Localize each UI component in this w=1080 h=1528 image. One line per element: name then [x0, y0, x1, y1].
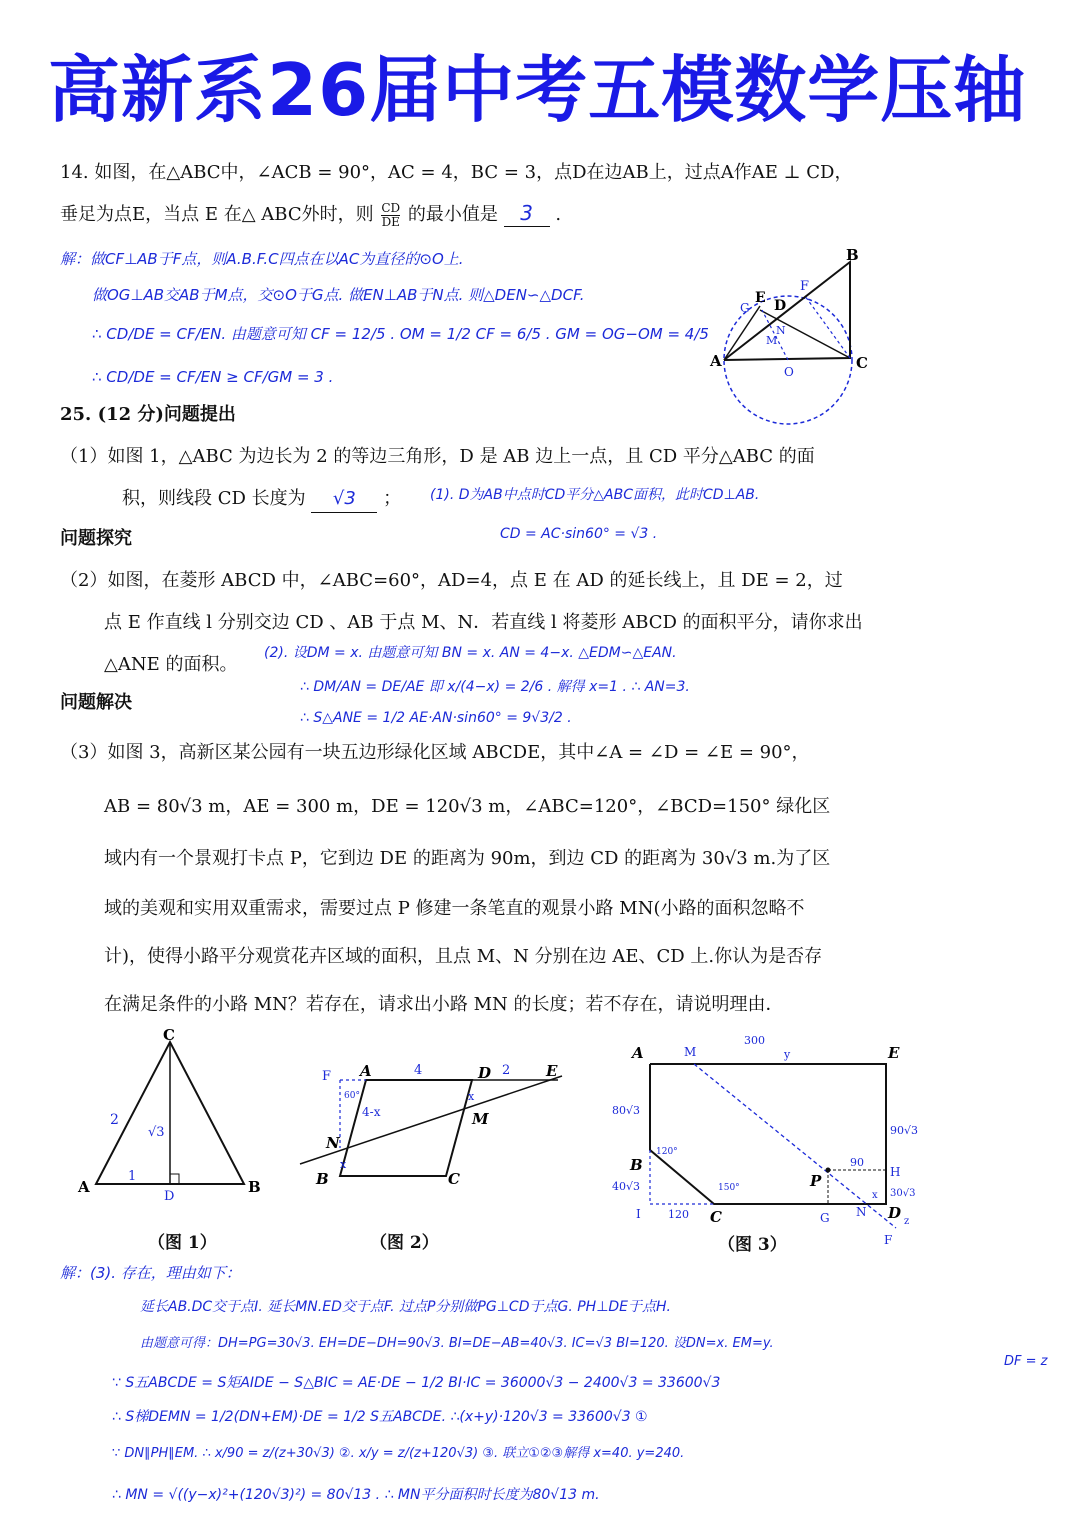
- q25-p3-sol-4: ∵ S五ABCDE = S矩AIDE − S△BIC = AE·DE − 1/2 BI·IC = 36000√3 − 2400√3 = 33600√3: [112, 1375, 721, 1391]
- fig3-label-e: E: [888, 1044, 900, 1062]
- fig2-ad: 4: [414, 1063, 423, 1078]
- fig3-label-m: M: [684, 1045, 697, 1059]
- q14-label-f: F: [800, 279, 810, 294]
- figure-3: [604, 1030, 934, 1250]
- q25-p3-line6: 在满足条件的小路 MN？若存在，请求出小路 MN 的长度；若不存在，请说明理由．: [104, 994, 784, 1015]
- q25-p1-line1: （1）如图 1，△ABC 为边长为 2 的等边三角形，D 是 AB 边上一点，且 CD 平分△ABC 的面: [60, 446, 815, 467]
- q14-answer: 3: [504, 200, 550, 227]
- fig3-pentagon: [650, 1064, 886, 1204]
- fig3-label-b: B: [630, 1156, 643, 1174]
- q14-label-n: N: [776, 324, 786, 337]
- fig3-label-c: C: [710, 1208, 722, 1226]
- fig2-label-m: M: [472, 1110, 489, 1128]
- caption-fig2: （图 2）: [370, 1233, 439, 1253]
- fig2-label-a: A: [360, 1062, 372, 1080]
- q14-label-e: E: [755, 290, 766, 306]
- q14-frac-den: DE: [381, 214, 400, 229]
- q25-p2-line3: △ANE 的面积。: [104, 654, 238, 675]
- fig2-x2: x: [340, 1158, 347, 1171]
- q14-frac-num: CD: [381, 200, 401, 215]
- fig1-label-d: D: [164, 1189, 175, 1204]
- q25-p2-sol-1: (2). 设DM = x. 由题意可知 BN = x. AN = 4−x. △EDM∽△EAN.: [264, 645, 677, 661]
- fig3-top: 300: [744, 1034, 765, 1047]
- q14-sol-4: ∴ CD/DE = CF/EN ≥ CF/GM = 3 .: [92, 368, 334, 386]
- fig1-half: 1: [128, 1169, 137, 1184]
- q14-label-c: C: [856, 354, 868, 372]
- q25-sec3: 问题解决: [60, 692, 132, 713]
- fig2-label-c: C: [448, 1170, 460, 1188]
- fig2-de: 2: [502, 1063, 511, 1078]
- fig2-label-n: N: [326, 1134, 340, 1152]
- page-title: 高新系26届中考五模数学压轴: [48, 48, 1027, 132]
- q14-sol-1: 解：做CF⊥AB于F点，则A.B.F.C四点在以AC为直径的⊙O上.: [60, 250, 464, 268]
- fig3-point-p: [826, 1168, 831, 1173]
- fig1-right-angle: [170, 1174, 179, 1184]
- q14-line1: 14. 如图，在△ABC中，∠ACB = 90°，AC = 4，BC = 3，点D在边AB上，过点A作AE ⊥ CD，: [60, 162, 853, 183]
- caption-fig3: （图 3）: [718, 1235, 787, 1255]
- fig3-label-p: P: [810, 1172, 822, 1190]
- q25-p3-sol-5: ∴ S梯DEMN = 1/2(DN+EM)·DE = 1/2 S五ABCDE. ∴(x+y)·120√3 = 33600√3 ①: [112, 1409, 648, 1425]
- fig3-hd-len: 30√3: [890, 1188, 916, 1199]
- q14-line2-pre: 垂足为点E，当点 E 在△ ABC外时，则: [60, 204, 374, 225]
- q25-p1-line2-end: ；: [383, 488, 402, 509]
- q25-p3-line1: （3）如图 3，高新区某公园有一块五边形绿化区域 ABCDE，其中∠A = ∠D = ∠E = 90°，: [60, 742, 810, 763]
- q25-head: 25. (12 分)问题提出: [60, 404, 236, 425]
- fig3-bi: 40√3: [612, 1180, 641, 1193]
- fig3-eh: 90√3: [890, 1124, 919, 1137]
- fig2-x1: x: [468, 1090, 475, 1103]
- fig1-label-a: A: [78, 1178, 90, 1196]
- q14-fraction: [381, 202, 400, 229]
- q25-p2-sol-2: ∴ DM/AN = DE/AE 即 x/(4−x) = 2/6 . 解得 x=1 . ∴ AN=3.: [300, 679, 690, 695]
- q14-sol-3: ∴ CD/DE = CF/EN. 由题意可知 CF = 12/5 . OM = 1/2 CF = 6/5 . GM = OG−OM = 4/5: [92, 325, 709, 343]
- q25-p2-line2: 点 E 作直线 l 分别交边 CD 、AB 于点 M、N．若直线 l 将菱形 ABCD 的面积平分，请你求出: [104, 612, 863, 633]
- q25-p2-sol-3: ∴ S△ANE = 1/2 AE·AN·sin60° = 9√3/2 .: [300, 710, 572, 726]
- fig3-label-n: N: [856, 1205, 867, 1219]
- q25-p3-sol-6: ∵ DN∥PH∥EM. ∴ x/90 = z/(z+30√3) ②. x/y = z/(z+120√3) ③. 联立①②③解得 x=40. y=240.: [112, 1446, 685, 1461]
- caption-fig1: （图 1）: [148, 1233, 217, 1253]
- fig1-label-c: C: [163, 1026, 175, 1044]
- q14-label-d: D: [774, 298, 787, 314]
- fig3-label-f: F: [884, 1233, 893, 1247]
- fig3-ic: 120: [668, 1208, 689, 1221]
- fig3-angle-b: 120°: [656, 1147, 678, 1157]
- fig3-label-h: H: [890, 1165, 901, 1179]
- q25-p3-line2: AB = 80√3 m，AE = 300 m，DE = 120√3 m，∠ABC=120°，∠BCD=150° 绿化区: [104, 796, 831, 817]
- q25-p1-sol-1: (1). D为AB中点时CD平分△ABC面积，此时CD⊥AB.: [430, 487, 760, 503]
- fig2-angle: 60°: [344, 1091, 360, 1101]
- q14-label-o: O: [784, 365, 794, 379]
- q14-sol-2: 做OG⊥AB交AB于M点，交⊙O于G点. 做EN⊥AB于N点. 则△DEN∽△DCF.: [92, 286, 585, 304]
- fig3-label-a: A: [632, 1044, 644, 1062]
- q14-line2-end: .: [555, 204, 562, 225]
- fig3-label-d: D: [888, 1204, 902, 1222]
- fig3-ph-len: 90: [850, 1156, 864, 1169]
- figure-1: [70, 1024, 270, 1204]
- fig1-side: 2: [110, 1112, 119, 1128]
- q25-p1-sol-2: CD = AC·sin60° = √3 .: [500, 526, 658, 542]
- fig2-label-d: D: [478, 1064, 492, 1082]
- q25-p3-line5: 计)，使得小路平分观赏花卉区域的面积，且点 M、N 分别在边 AE、CD 上.你认为是否存: [104, 946, 823, 967]
- fig3-x: x: [872, 1190, 878, 1201]
- q14-figure: [700, 240, 890, 430]
- figure-2: [296, 1056, 576, 1196]
- q14-label-b: B: [846, 246, 859, 264]
- q25-p3-sol-7: ∴ MN = √((y−x)²+(120√3)²) = 80√13 . ∴ MN平分面积时长度为80√13 m.: [112, 1487, 600, 1503]
- q25-p1-line2: [122, 486, 401, 513]
- fig2-afn: 4-x: [362, 1105, 381, 1119]
- fig2-label-f: F: [322, 1069, 332, 1084]
- q14-line2-post: 的最小值是: [407, 204, 498, 225]
- fig3-ab: 80√3: [612, 1104, 641, 1117]
- fig2-label-b: B: [316, 1170, 329, 1188]
- q25-p3-line4: 域的美观和实用双重需求，需要过点 P 修建一条笔直的观景小路 MN(小路的面积忽略不: [104, 898, 805, 919]
- fig1-height: √3: [148, 1125, 165, 1140]
- q25-p3-sol-1: 解：(3). 存在，理由如下：: [60, 1264, 241, 1282]
- fig3-label-g: G: [820, 1211, 830, 1225]
- fig3-angle-c: 150°: [718, 1183, 740, 1193]
- fig3-top-y: y: [784, 1048, 791, 1061]
- q25-p3-line3: 域内有一个景观打卡点 P，它到边 DE 的距离为 90m，到边 CD 的距离为 30√3 m.为了区: [104, 848, 831, 869]
- q25-p2-line1: （2）如图，在菱形 ABCD 中，∠ABC=60°，AD=4，点 E 在 AD 的延长线上，且 DE = 2，过: [60, 570, 843, 591]
- fig3-z: z: [904, 1216, 910, 1227]
- fig3-label-i: I: [636, 1207, 641, 1221]
- q25-p3-sol-2: 延长AB.DC交于点I. 延长MN.ED交于点F. 过点P分别做PG⊥CD于点G. PH⊥DE于点H.: [140, 1299, 671, 1315]
- q14-label-g: G: [740, 301, 750, 315]
- fig2-label-e: E: [546, 1062, 558, 1080]
- fig1-label-b: B: [248, 1178, 261, 1196]
- q14-line2: [60, 200, 561, 229]
- q14-label-a: A: [710, 352, 722, 370]
- q25-p1-line2-pre: 积，则线段 CD 长度为: [122, 488, 306, 509]
- q14-label-m: M: [766, 334, 778, 347]
- q25-p1-answer: √3: [311, 486, 377, 513]
- q25-p3-sol-3: 由题意可得：DH=PG=30√3. EH=DE−DH=90√3. BI=DE−AB=40√3. IC=√3 BI=120. 设DN=x. EM=y.: [140, 1336, 774, 1351]
- q25-p3-side: DF = z: [1004, 1354, 1048, 1369]
- q25-sec2: 问题探究: [60, 528, 132, 549]
